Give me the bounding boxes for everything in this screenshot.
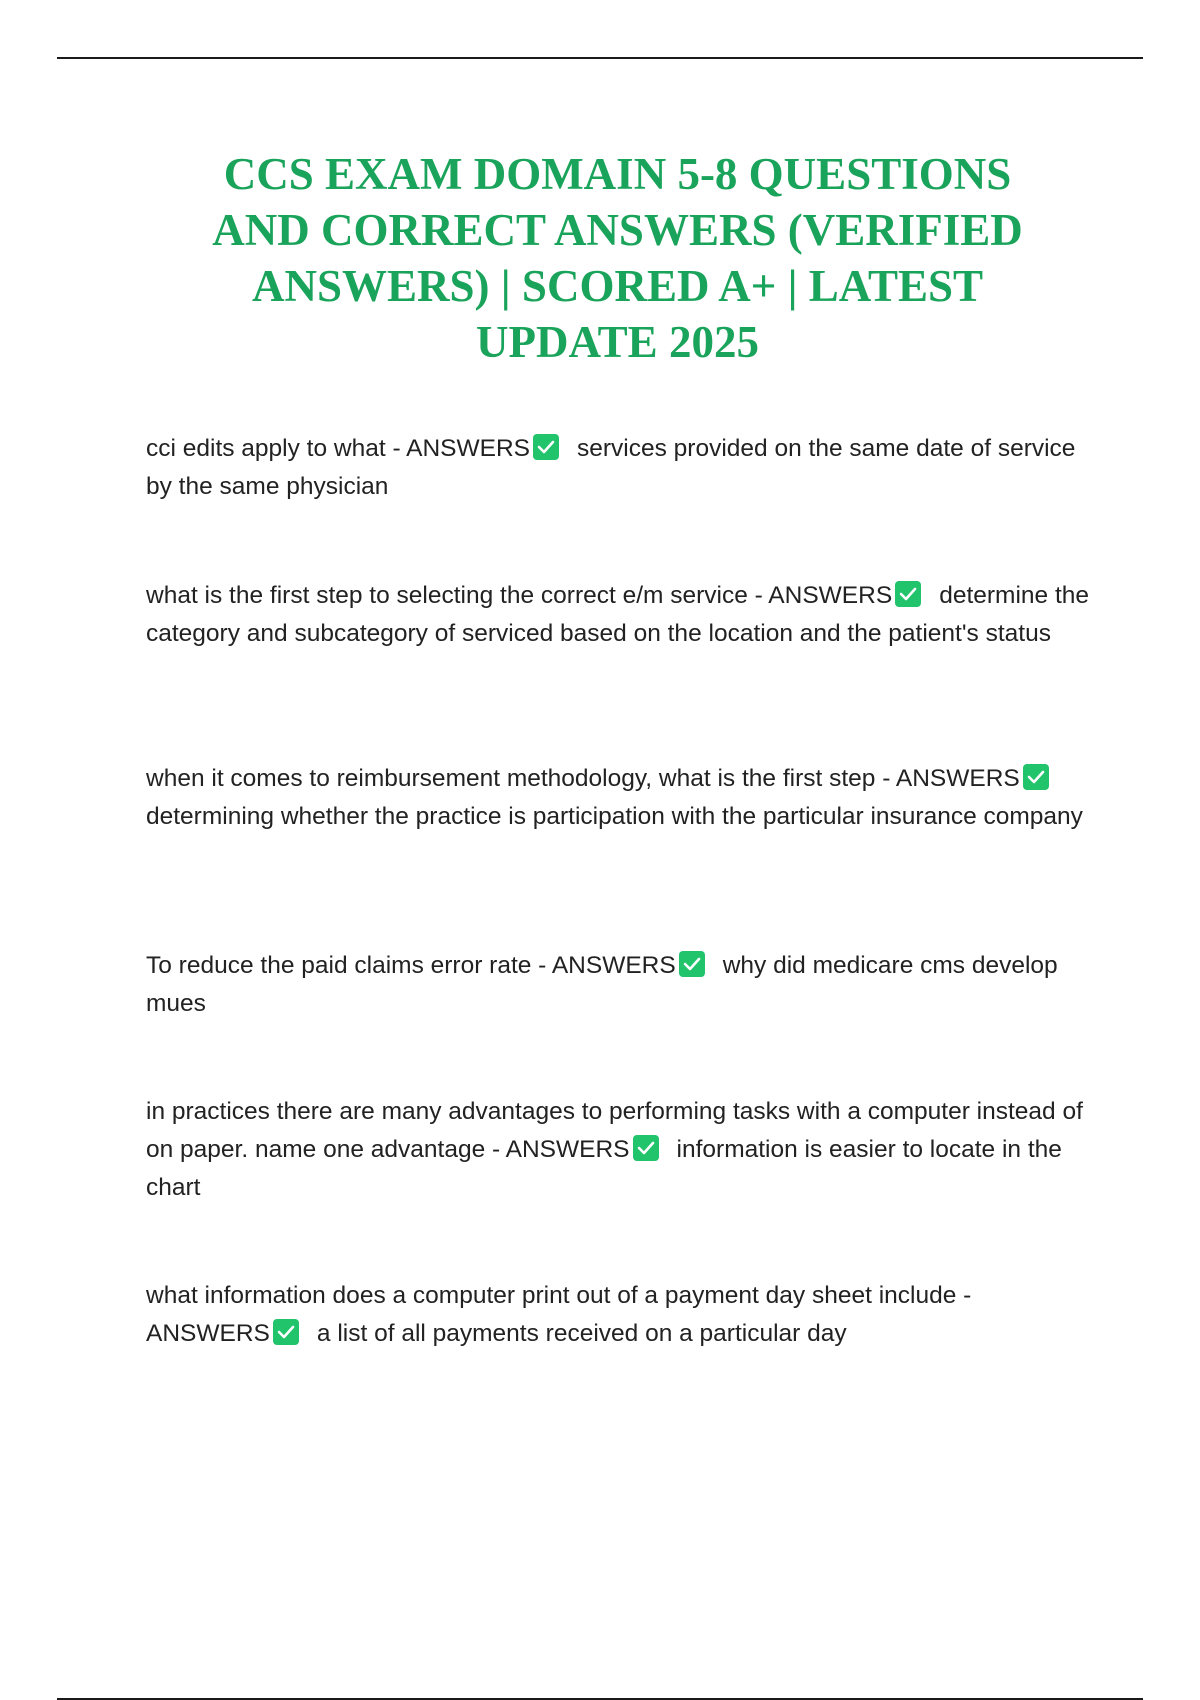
document-title	[150, 146, 1085, 370]
question-text: what is the first step to selecting the correct e/m service -	[146, 582, 763, 609]
answer-text: determine the category and subcategory of serviced based on the location and the patient's status	[146, 582, 1089, 647]
title-line: ANSWERS) | SCORED A+ | LATEST	[251, 261, 984, 311]
answer-marker: ANSWERS	[146, 1320, 270, 1347]
qa-item	[146, 430, 1096, 506]
check-box-icon	[273, 1319, 299, 1345]
answer-text: services provided on the same date of service by the same physician	[146, 435, 1076, 500]
answer-marker: ANSWERS	[505, 1136, 630, 1163]
check-box-icon	[633, 1135, 659, 1161]
check-box-icon	[533, 434, 559, 460]
answer-marker: ANSWERS	[551, 952, 676, 979]
qa-item	[146, 947, 1096, 1023]
answer-marker: ANSWERS	[406, 435, 531, 462]
title-line: AND CORRECT ANSWERS (VERIFIED	[212, 205, 1023, 255]
answer-text: why did medicare cms develop mues	[146, 952, 1058, 1017]
answer-text: determining whether the practice is participation with the particular insurance company	[146, 803, 1083, 830]
qa-item	[146, 1277, 1096, 1353]
check-box-icon	[679, 951, 705, 977]
question-text: To reduce the paid claims error rate -	[146, 952, 547, 979]
question-text: when it comes to reimbursement methodology, what is the first step -	[146, 765, 891, 792]
title-line: CCS EXAM DOMAIN 5-8 QUESTIONS	[223, 149, 1012, 199]
question-text: what information does a computer print out of a payment day sheet include -	[146, 1282, 972, 1309]
check-box-icon	[895, 581, 921, 607]
qa-item	[146, 760, 1096, 836]
answer-marker: ANSWERS	[768, 582, 893, 609]
title-line: UPDATE 2025	[476, 317, 759, 367]
qa-item	[146, 577, 1096, 653]
check-box-icon	[1023, 764, 1049, 790]
question-text: in practices there are many advantages to performing tasks with a computer instead of on paper. name one advantage -	[146, 1098, 1083, 1163]
answer-marker: ANSWERS	[895, 765, 1020, 792]
answer-text: information is easier to locate in the chart	[146, 1136, 1062, 1201]
qa-item	[146, 1093, 1096, 1207]
answer-text: a list of all payments received on a particular day	[316, 1320, 847, 1347]
question-text: cci edits apply to what -	[146, 435, 401, 462]
top-rule	[57, 57, 1143, 59]
